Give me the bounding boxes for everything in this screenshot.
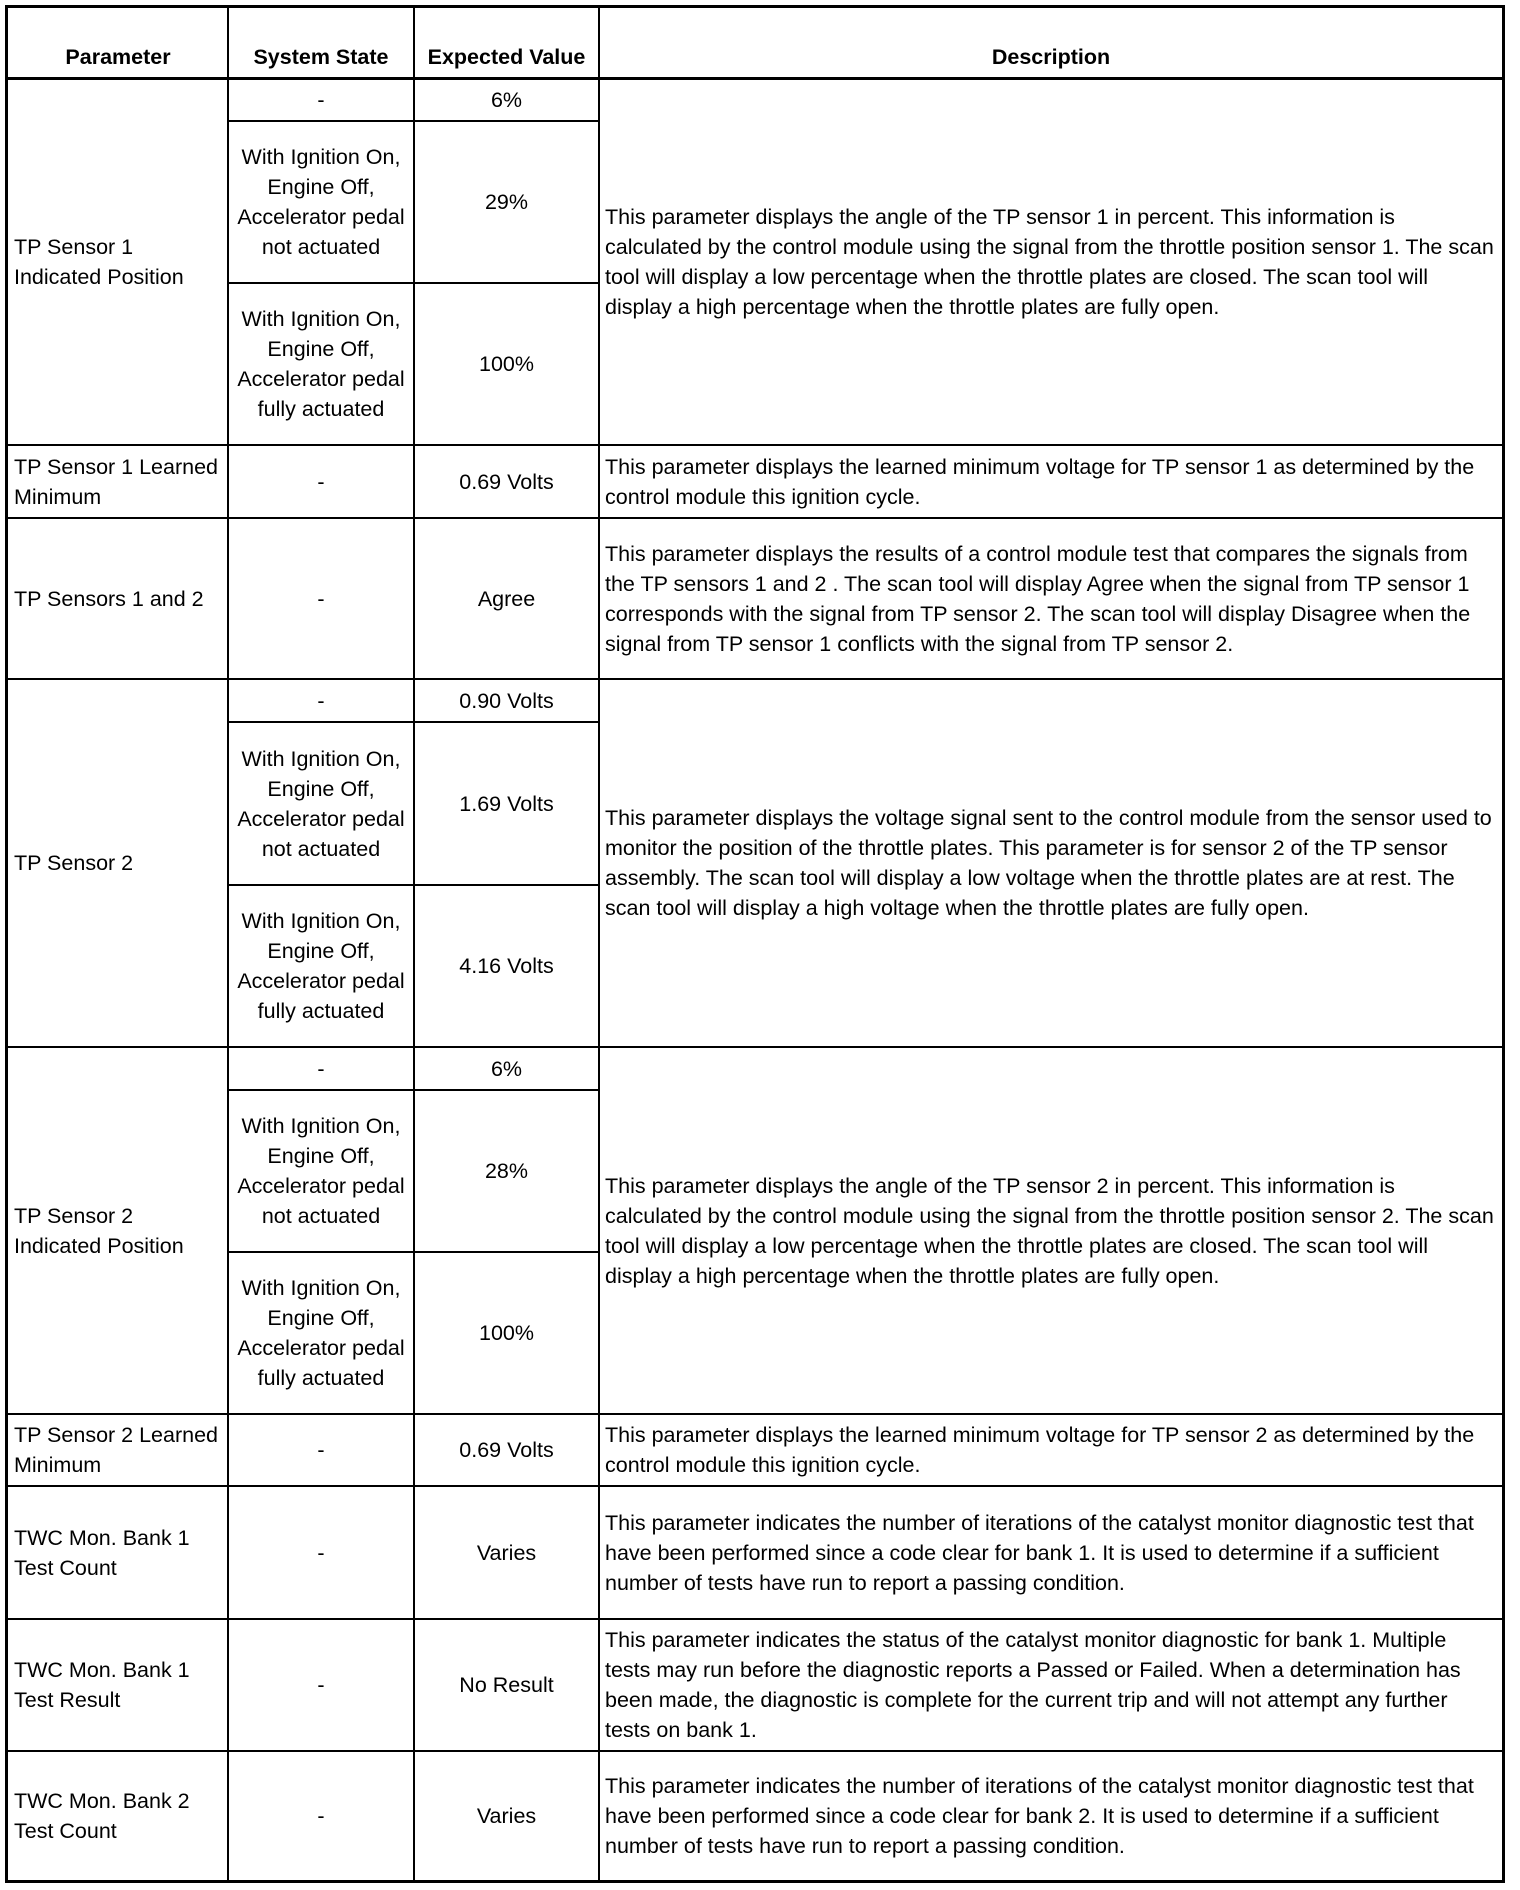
- parameter-table: [5, 5, 1505, 1883]
- system-state-cell: -: [317, 87, 325, 112]
- expected-value-cell: 100%: [479, 352, 534, 376]
- system-state-cell: -: [317, 586, 325, 611]
- expected-value-cell: 6%: [490, 87, 523, 112]
- parameter-cell: TWC Mon. Bank 2 Test Count: [14, 1788, 190, 1843]
- column-divider: [227, 8, 229, 1880]
- system-state-cell: -: [317, 1673, 325, 1697]
- parameter-cell: TP Sensor 1 Indicated Position: [14, 234, 184, 289]
- parameter-cell: TP Sensor 2 Learned Minimum: [14, 1423, 218, 1477]
- parameter-cell: TP Sensor 1 Learned Minimum: [14, 454, 218, 509]
- expected-value-cell: 1.69 Volts: [459, 791, 554, 816]
- description-cell: This parameter displays the voltage signal sent to the control module from the sensor used to monitor the position of the throttle plates. This parameter is for sensor 2 of the TP sensor assembly. The scan tool will display a low voltage when the throttle plates are at rest. The scan tool will display a high voltage when the throttle plates are fully open.: [605, 806, 1492, 920]
- expected-value-cell: Varies: [476, 1540, 537, 1565]
- system-state-cell: -: [317, 1540, 325, 1565]
- parameter-cell: TWC Mon. Bank 1 Test Result: [14, 1658, 190, 1712]
- description-cell: This parameter displays the angle of the TP sensor 2 in percent. This information is calculated by the control module using the signal from the throttle position sensor 2. The scan tool will display a low percentage when the throttle plates are closed. The scan tool will display a high percentage when the throttle plates are fully open.: [605, 1173, 1494, 1288]
- header-parameter: Parameter: [65, 45, 171, 69]
- description-cell: This parameter indicates the number of iterations of the catalyst monitor diagnostic test that have been performed since a code clear for bank 1. It is used to determine if a sufficient number of tests have run to report a passing condition.: [605, 1510, 1474, 1595]
- description-cell: This parameter displays the learned minimum voltage for TP sensor 2 as determined by the control module this ignition cycle.: [605, 1423, 1475, 1477]
- system-state-cell: With Ignition On, Engine Off, Accelerator pedal not actuated: [237, 1114, 405, 1228]
- expected-value-cell: 0.90 Volts: [459, 688, 554, 713]
- expected-value-cell: 0.69 Volts: [459, 469, 554, 494]
- expected-value-cell: 6%: [490, 1056, 523, 1081]
- description-cell: This parameter displays the learned minimum voltage for TP sensor 1 as determined by the control module this ignition cycle.: [605, 454, 1475, 509]
- system-state-cell: With Ignition On, Engine Off, Accelerator pedal fully actuated: [237, 307, 405, 421]
- system-state-cell: -: [317, 1438, 325, 1462]
- system-state-cell: With Ignition On, Engine Off, Accelerator pedal fully actuated: [237, 1276, 405, 1390]
- parameter-cell: TP Sensor 2: [14, 851, 134, 875]
- expected-value-cell: Agree: [477, 586, 536, 611]
- header-expected-value: Expected Value: [427, 45, 586, 69]
- expected-value-cell: 28%: [484, 1159, 529, 1183]
- expected-value-cell: No Result: [459, 1673, 554, 1697]
- expected-value-cell: 4.16 Volts: [459, 954, 554, 978]
- description-cell: This parameter displays the results of a control module test that compares the signals from the TP sensors 1 and 2 . The scan tool will display Agree when the signal from TP sensor 1 corresponds with the signal from TP sensor 2. The scan tool will display Disagree when the signal from TP sensor 1 conflicts with the signal from TP sensor 2.: [605, 541, 1471, 656]
- system-state-cell: With Ignition On, Engine Off, Accelerator pedal not actuated: [237, 145, 405, 259]
- system-state-cell: -: [317, 469, 325, 494]
- system-state-cell: With Ignition On, Engine Off, Accelerator pedal not actuated: [237, 746, 405, 861]
- system-state-cell: With Ignition On, Engine Off, Accelerator pedal fully actuated: [237, 909, 405, 1023]
- parameter-cell: TP Sensor 2 Indicated Position: [14, 1203, 184, 1258]
- column-divider: [598, 8, 600, 1880]
- description-cell: This parameter indicates the status of the catalyst monitor diagnostic for bank 1. Multiple tests may run before the diagnostic reports a Passed or Failed. When a determination has been made, the diagnostic is complete for the current trip and will not attempt any further tests on bank 1.: [605, 1628, 1461, 1742]
- system-state-cell: -: [317, 1803, 325, 1828]
- header-system-state: System State: [253, 45, 389, 69]
- description-cell: This parameter indicates the number of iterations of the catalyst monitor diagnostic test that have been performed since a code clear for bank 2. It is used to determine if a sufficient number of tests have run to report a passing condition.: [605, 1773, 1474, 1858]
- parameter-cell: TP Sensors 1 and 2: [14, 586, 204, 611]
- description-cell: This parameter displays the angle of the TP sensor 1 in percent. This information is calculated by the control module using the signal from the throttle position sensor 1. The scan tool will display a low percentage when the throttle plates are closed. The scan tool will display a high percentage when the throttle plates are fully open.: [605, 204, 1494, 319]
- system-state-cell: -: [317, 688, 325, 713]
- expected-value-cell: Varies: [476, 1803, 537, 1828]
- system-state-cell: -: [317, 1056, 325, 1081]
- expected-value-cell: 100%: [479, 1321, 534, 1345]
- parameter-cell: TWC Mon. Bank 1 Test Count: [14, 1525, 190, 1580]
- expected-value-cell: 29%: [484, 190, 529, 214]
- column-divider: [413, 8, 415, 1880]
- expected-value-cell: 0.69 Volts: [459, 1438, 554, 1462]
- header-description: Description: [991, 45, 1111, 69]
